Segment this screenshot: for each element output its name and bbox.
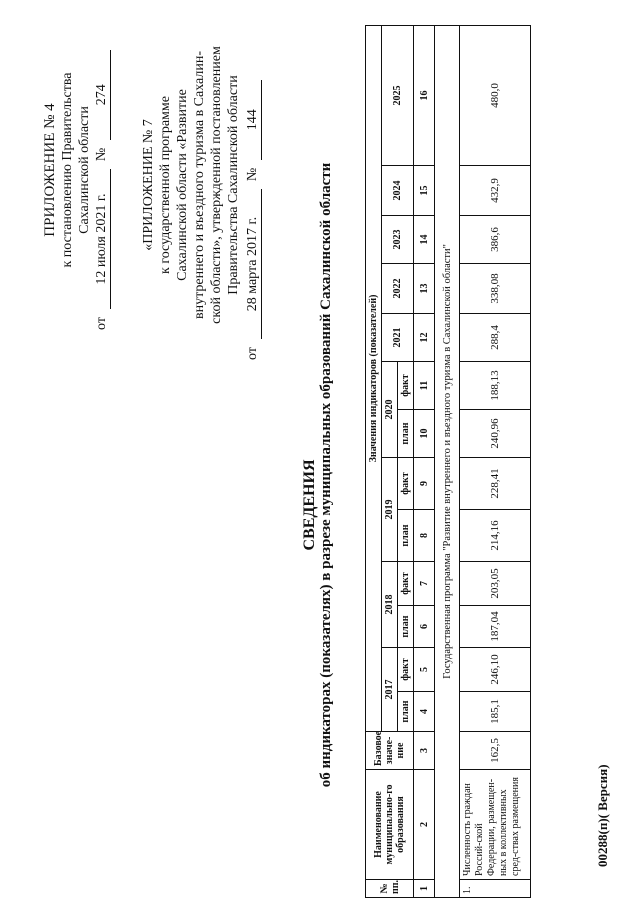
header-year: 2018 xyxy=(382,562,398,648)
header-fact: факт xyxy=(398,562,414,606)
header-year: 2023 xyxy=(382,216,414,264)
header-fact: факт xyxy=(398,458,414,510)
row-value-cell: 432,9 xyxy=(460,166,531,216)
appendix-program-number: 144 xyxy=(244,80,262,160)
row-name: Численность граждан Россий-ской Федерации, размещен-ных в коллективных сред-ствах размещения xyxy=(460,770,531,880)
index-cell: 12 xyxy=(414,314,435,362)
index-cell: 11 xyxy=(414,362,435,410)
index-cell: 7 xyxy=(414,562,435,606)
document-subtitle: об индикаторах (показателях) в разрезе муниципальных образований Сахалинской области xyxy=(318,162,334,788)
table-index-row xyxy=(414,25,435,897)
index-cell: 15 xyxy=(414,166,435,216)
appendix-main-line2: Сахалинской области xyxy=(77,106,92,234)
header-fact: факт xyxy=(398,362,414,410)
index-cell: 6 xyxy=(414,606,435,648)
index-cell: 8 xyxy=(414,510,435,562)
row-value-cell: 187,04 xyxy=(460,606,531,648)
header-plan: план xyxy=(398,510,414,562)
row-value-cell: 386,6 xyxy=(460,216,531,264)
row-value-cell: 185,1 xyxy=(460,692,531,732)
header-plan: план xyxy=(398,410,414,458)
row-number: 1. xyxy=(460,880,531,898)
appendix-main-title: ПРИЛОЖЕНИЕ № 4 xyxy=(42,103,58,237)
appendix-program-date: 28 марта 2017 г. xyxy=(244,189,262,339)
header-year: 2024 xyxy=(382,166,414,216)
index-cell: 16 xyxy=(414,25,435,165)
appendix-main-header xyxy=(42,10,111,330)
appendix-program-line: ской области», утвержденной постановлением xyxy=(209,46,224,324)
appendix-program-line: внутреннего и въездного туризма в Сахалин- xyxy=(192,50,207,320)
header-base: Базовое значе-ние xyxy=(366,732,414,770)
document-title: СВЕДЕНИЯ xyxy=(301,459,318,551)
header-values: Значения индикаторов (показателей) xyxy=(366,25,382,731)
program-title-cell: Государственная программа "Развитие внутреннего и въездного туризма в Сахалинской области" xyxy=(435,25,460,897)
row-value-cell: 480,0 xyxy=(460,25,531,165)
header-year: 2025 xyxy=(382,25,414,165)
appendix-main-from-label: от xyxy=(94,317,109,330)
header-year: 2022 xyxy=(382,264,414,314)
index-cell: 5 xyxy=(414,648,435,692)
header-year: 2017 xyxy=(382,648,398,732)
row-value-cell: 246,10 xyxy=(460,648,531,692)
appendix-main-line1: к постановлению Правительства xyxy=(60,72,75,268)
index-cell: 14 xyxy=(414,216,435,264)
header-plan: план xyxy=(398,692,414,732)
appendix-program-line: к государственной программе xyxy=(158,96,173,274)
indicators-table xyxy=(365,25,531,898)
index-cell: 1 xyxy=(414,880,435,898)
row-value-cell: 203,05 xyxy=(460,562,531,606)
appendix-program-line: Сахалинской области «Развитие xyxy=(175,89,190,281)
footer-code: 00288(п)( Версия) xyxy=(595,764,610,867)
appendix-main-no-label: № xyxy=(94,147,109,162)
appendix-program-no-label: № xyxy=(245,167,260,182)
index-cell: 9 xyxy=(414,458,435,510)
appendix-program-line: Правительства Сахалинской области xyxy=(226,75,241,295)
table-header-row xyxy=(366,25,382,897)
header-fact: факт xyxy=(398,648,414,692)
index-cell: 2 xyxy=(414,770,435,880)
row-value-cell: 228,41 xyxy=(460,458,531,510)
table-program-row xyxy=(435,25,460,897)
appendix-program-title: «ПРИЛОЖЕНИЕ № 7 xyxy=(141,119,156,251)
index-cell: 3 xyxy=(414,732,435,770)
row-base-value: 162,5 xyxy=(460,732,531,770)
header-plan: план xyxy=(398,606,414,648)
row-value-cell: 188,13 xyxy=(460,362,531,410)
appendix-program-number-row xyxy=(244,10,262,360)
appendix-main-number: 274 xyxy=(93,50,111,140)
index-cell: 4 xyxy=(414,692,435,732)
row-value-cell: 288,4 xyxy=(460,314,531,362)
table-row xyxy=(460,25,531,897)
header-number: № пп. xyxy=(366,880,414,898)
header-year: 2021 xyxy=(382,314,414,362)
row-value-cell: 214,16 xyxy=(460,510,531,562)
appendix-program-header xyxy=(140,10,262,360)
index-cell: 10 xyxy=(414,410,435,458)
row-value-cell: 338,08 xyxy=(460,264,531,314)
header-year: 2019 xyxy=(382,458,398,562)
appendix-main-date: 12 июля 2021 г. xyxy=(93,169,111,309)
row-value-cell: 240,96 xyxy=(460,410,531,458)
appendix-main-number-row xyxy=(93,10,111,330)
header-year: 2020 xyxy=(382,362,398,458)
appendix-program-from-label: от xyxy=(245,347,260,360)
index-cell: 13 xyxy=(414,264,435,314)
header-name: Наименование муниципально-го образования xyxy=(366,770,414,880)
